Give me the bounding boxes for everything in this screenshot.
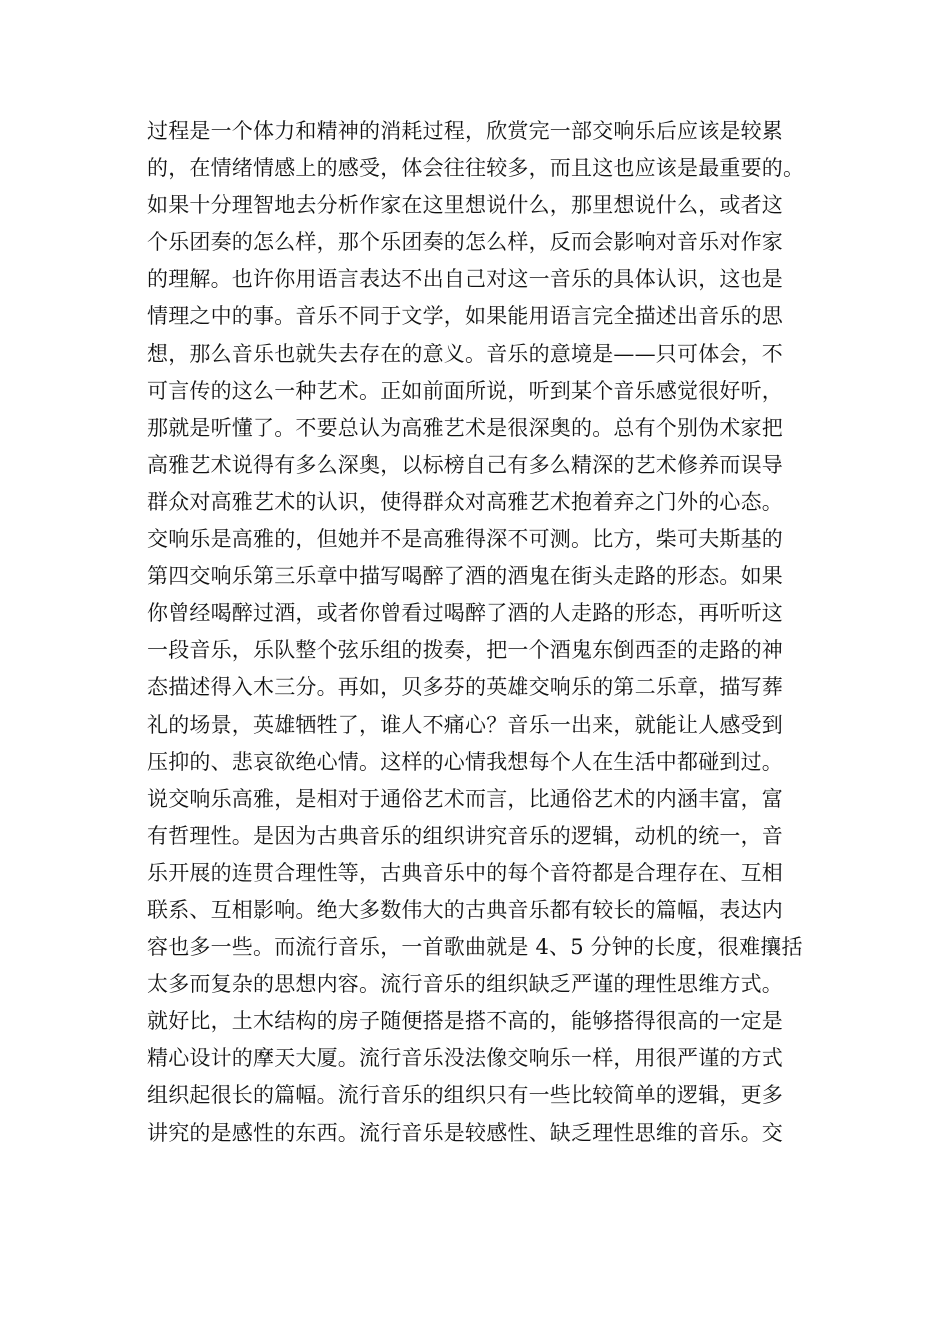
text-line: 情理之中的事。音乐不同于文学，如果能用语言完全描述出音乐的思	[147, 304, 783, 329]
text-line: 就好比，土木结构的房子随便搭是搭不高的，能够搭得很高的一定是	[147, 1009, 783, 1034]
text-line: 太多而复杂的思想内容。流行音乐的组织缺乏严谨的理性思维方式。	[147, 972, 783, 997]
text-line: 组织起很长的篇幅。流行音乐的组织只有一些比较简单的逻辑，更多	[147, 1083, 783, 1108]
text-line: 如果十分理智地去分析作家在这里想说什么，那里想说什么，或者这	[147, 193, 783, 218]
text-line: 压抑的、悲哀欲绝心情。这样的心情我想每个人在生活中都碰到过。	[147, 749, 783, 774]
body-text	[147, 113, 807, 1152]
text-line: 容也多一些。而流行音乐，一首歌曲就是 4、5 分钟的长度，很难攘括	[147, 935, 803, 960]
text-line: 你曾经喝醉过酒，或者你曾看过喝醉了酒的人走路的形态，再听听这	[147, 601, 783, 626]
text-line: 态描述得入木三分。再如，贝多芬的英雄交响乐的第二乐章，描写葬	[147, 675, 783, 700]
text-line: 联系、互相影响。绝大多数伟大的古典音乐都有较长的篇幅，表达内	[147, 897, 783, 922]
text-line: 可言传的这么一种艺术。正如前面所说，听到某个音乐感觉很好听，	[147, 378, 783, 403]
text-line: 乐开展的连贯合理性等，古典音乐中的每个音符都是合理存在、互相	[147, 860, 783, 885]
text-line: 第四交响乐第三乐章中描写喝醉了酒的酒鬼在街头走路的形态。如果	[147, 564, 783, 589]
text-line: 的，在情绪情感上的感受，体会往往较多，而且这也应该是最重要的。	[147, 156, 805, 181]
text-line: 过程是一个体力和精神的消耗过程，欣赏完一部交响乐后应该是较累	[147, 119, 783, 143]
text-line: 的理解。也许你用语言表达不出自己对这一音乐的具体认识，这也是	[147, 267, 783, 292]
text-line: 交响乐是高雅的，但她并不是高雅得深不可测。比方，柴可夫斯基的	[147, 527, 783, 552]
text-line: 礼的场景，英雄牺牲了，谁人不痛心？音乐一出来，就能让人感受到	[147, 712, 783, 737]
text-line: 高雅艺术说得有多么深奥，以标榜自己有多么精深的艺术修养而误导	[147, 452, 783, 477]
text-line: 说交响乐高雅，是相对于通俗艺术而言，比通俗艺术的内涵丰富，富	[147, 786, 783, 811]
text-line: 讲究的是感性的东西。流行音乐是较感性、缺乏理性思维的音乐。交	[147, 1120, 783, 1145]
text-line: 群众对高雅艺术的认识，使得群众对高雅艺术抱着弃之门外的心态。	[147, 489, 783, 514]
text-line: 个乐团奏的怎么样，那个乐团奏的怎么样，反而会影响对音乐对作家	[147, 230, 783, 255]
text-line: 一段音乐，乐队整个弦乐组的拨奏，把一个酒鬼东倒西歪的走路的神	[147, 638, 783, 663]
text-line: 那就是听懂了。不要总认为高雅艺术是很深奥的。总有个别伪术家把	[147, 415, 783, 440]
text-line: 有哲理性。是因为古典音乐的组织讲究音乐的逻辑，动机的统一，音	[147, 823, 783, 848]
text-line: 精心设计的摩天大厦。流行音乐没法像交响乐一样，用很严谨的方式	[147, 1046, 783, 1071]
text-line: 想，那么音乐也就失去存在的意义。音乐的意境是——只可体会，不	[147, 341, 783, 366]
